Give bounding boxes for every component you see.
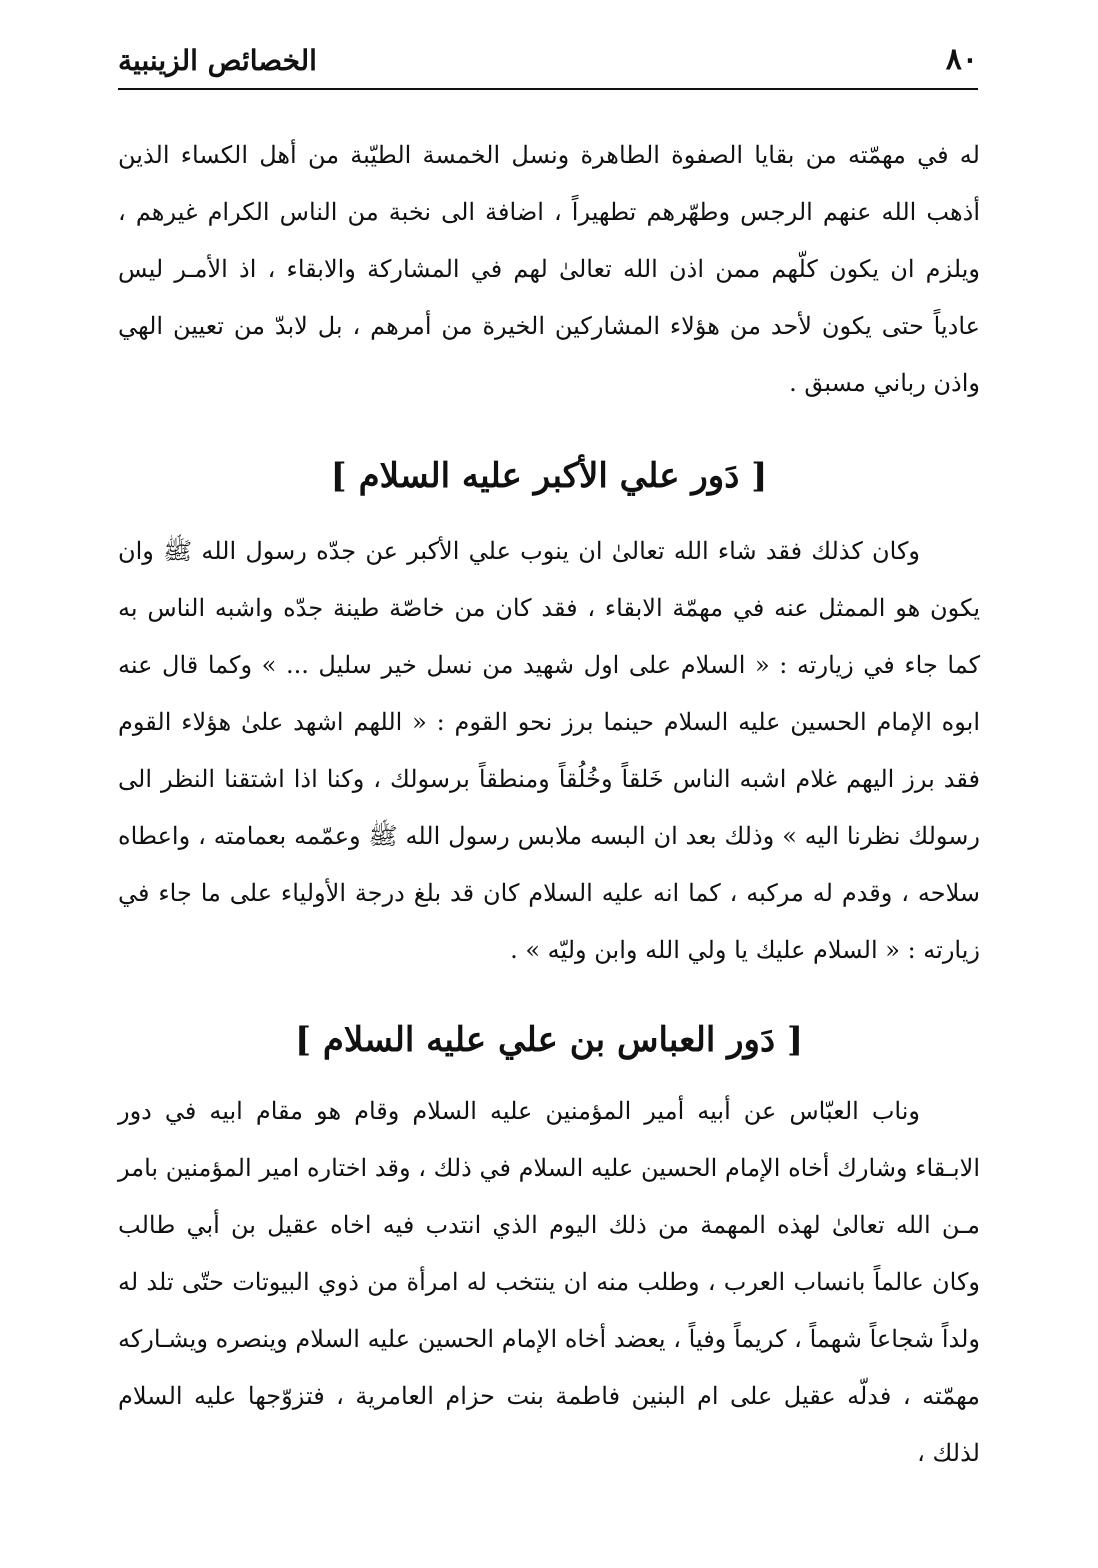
paragraph-2: وكان كذلك فقد شاء الله تعالىٰ ان ينوب علي الأكبر عن جدّه رسول الله ﷺ وان يكون هو الممثل عنه في مهمّة الابقاء ، فقد كان من خاصّة طينة جدّه واشبه الناس به كما جاء في زيارته : « السلام على اول شهيد من نسل خير سليل ... » وكما قال عنه ابوه الإمام الحسين عليه السلام حينما برز نحو القوم : « اللهم اشهد علىٰ هؤلاء القوم فقد برز اليهم غلام اشبه الناس خَلقاً وخُلُقاً ومنطقاً برسولك ، وكنا اذا اشتقنا النظر الى رسولك نظرنا اليه » وذلك بعد ان البسه ملابس رسول الله ﷺ وعمّمه بعمامته ، واعطاه سلاحه ، وقدم له مركبه ، كما انه عليه السلام كان قد بلغ درجة الأولياء على ما جاء في زيارته : « السلام عليك يا ولي الله وابن وليّه » . (118, 537, 980, 964)
section-heading-ali-akbar (118, 456, 980, 496)
heading-bracket-close: ] (294, 1020, 312, 1060)
section-heading-text: دَور علي الأكبر عليه السلام (358, 456, 740, 496)
running-title: الخصائص الزينبية (118, 44, 317, 77)
section-heading-text: دَور العباس بن علي عليه السلام (322, 1020, 776, 1060)
section-heading-abbas (118, 1020, 980, 1060)
paragraph-3: وناب العبّاس عن أبيه أمير المؤمنين عليه السلام وقام هو مقام ابيه في دور الابـقاء وشارك أخاه الإمام الحسين عليه السلام في ذلك ، وقد اختاره امير المؤمنين بامر مـن الله تعالىٰ لهذه المهمة من ذلك اليوم الذي انتدب فيه اخاه عقيل بن أبي طالب وكان عالماً بانساب العرب ، وطلب منه ان ينتخب له امرأة من ذوي البيوتات حتّى تلد له ولداً شجاعاً شهماً ، كريماً وفياً ، يعضد أخاه الإمام الحسين عليه السلام وينصره ويشـاركه مهمّته ، فدلّه عقيل على ام البنين فاطمة بنت حزام العامرية ، فتزوّجها عليه السلام لذلك ، (118, 1097, 980, 1467)
paragraph-1: له في مهمّته من بقايا الصفوة الطاهرة ونسل الخمسة الطيّبة من أهل الكساء الذين أذهب الله عنهم الرجس وطهّرهم تطهيراً ، اضافة الى نخبة من الناس الكرام غيرهم ، ويلزم ان يكون كلّهم ممن اذن الله تعالىٰ لهم في المشاركة والابقاء ، اذ الأمـر ليس عادياً حتى يكون لأحد من هؤلاء المشاركين الخيرة من أمرهم ، بل لابدّ من تعيين الهي واذن رباني مسبق . (118, 141, 981, 397)
heading-bracket-close: ] (330, 456, 347, 496)
heading-bracket-open: [ (751, 456, 768, 496)
heading-bracket-open: [ (786, 1020, 804, 1060)
page-number: ٨٠ (945, 42, 978, 77)
page-header (118, 38, 978, 90)
